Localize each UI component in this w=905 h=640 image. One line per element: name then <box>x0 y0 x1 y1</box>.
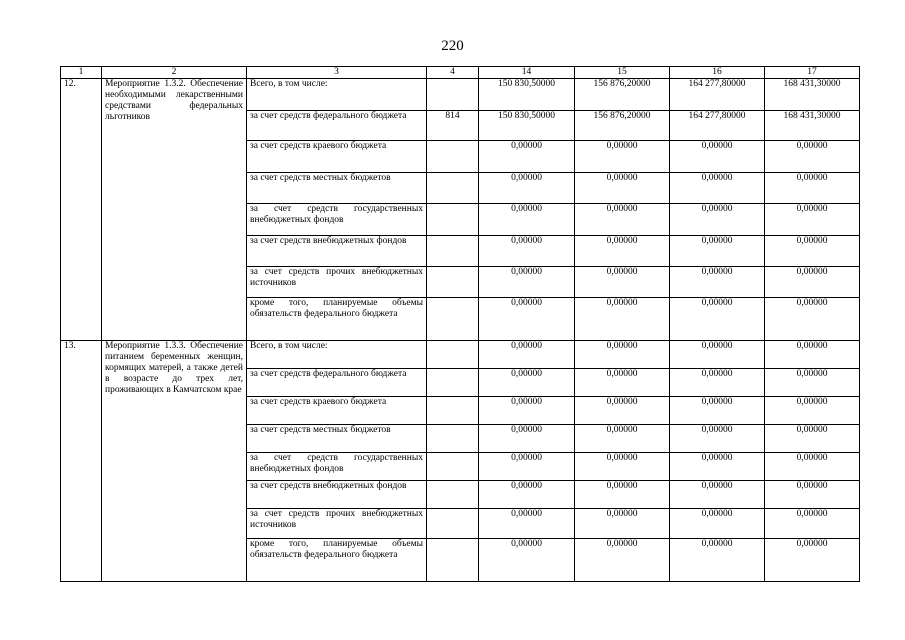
amount-cell: 0,00000 <box>670 141 765 173</box>
amount-cell: 0,00000 <box>479 267 575 298</box>
funding-source: Всего, в том числе: <box>247 79 427 111</box>
budget-code <box>427 509 479 539</box>
budget-code <box>427 236 479 267</box>
amount-cell: 0,00000 <box>670 341 765 369</box>
amount-cell: 0,00000 <box>479 397 575 425</box>
amount-cell: 0,00000 <box>575 141 670 173</box>
amount-cell: 0,00000 <box>575 204 670 236</box>
amount-cell: 0,00000 <box>479 539 575 582</box>
table-row <box>61 79 860 111</box>
funding-source: за счет средств местных бюджетов <box>247 425 427 453</box>
funding-source: за счет средств прочих внебюджетных источников <box>247 267 427 298</box>
funding-source: за счет средств государственных внебюджетных фондов <box>247 453 427 481</box>
amount-cell: 168 431,30000 <box>765 111 860 141</box>
column-header: 15 <box>575 67 670 79</box>
funding-source: за счет средств прочих внебюджетных источников <box>247 509 427 539</box>
amount-cell: 0,00000 <box>575 481 670 509</box>
budget-code <box>427 539 479 582</box>
amount-cell: 0,00000 <box>575 425 670 453</box>
amount-cell: 0,00000 <box>670 397 765 425</box>
column-header: 17 <box>765 67 860 79</box>
amount-cell: 0,00000 <box>479 425 575 453</box>
amount-cell: 0,00000 <box>670 204 765 236</box>
budget-code <box>427 298 479 341</box>
amount-cell: 0,00000 <box>479 481 575 509</box>
budget-code <box>427 453 479 481</box>
amount-cell: 0,00000 <box>575 173 670 204</box>
amount-cell: 0,00000 <box>479 298 575 341</box>
funding-source: за счет средств внебюджетных фондов <box>247 481 427 509</box>
measure-number: 12. <box>61 79 102 341</box>
amount-cell: 0,00000 <box>479 141 575 173</box>
measure-number: 13. <box>61 341 102 582</box>
amount-cell: 0,00000 <box>479 341 575 369</box>
amount-cell: 156 876,20000 <box>575 111 670 141</box>
amount-cell: 0,00000 <box>670 267 765 298</box>
column-header: 4 <box>427 67 479 79</box>
amount-cell: 0,00000 <box>765 236 860 267</box>
amount-cell: 0,00000 <box>670 369 765 397</box>
amount-cell: 0,00000 <box>575 236 670 267</box>
page-number: 220 <box>441 38 464 54</box>
funding-source: за счет средств краевого бюджета <box>247 141 427 173</box>
amount-cell: 0,00000 <box>575 453 670 481</box>
measure-name: Мероприятие 1.3.2. Обеспечение необходимыми лекарственными средствами федеральных льготников <box>102 79 247 341</box>
amount-cell: 150 830,50000 <box>479 111 575 141</box>
amount-cell: 0,00000 <box>479 236 575 267</box>
budget-code <box>427 204 479 236</box>
amount-cell: 0,00000 <box>765 267 860 298</box>
amount-cell: 0,00000 <box>575 298 670 341</box>
amount-cell: 0,00000 <box>479 173 575 204</box>
funding-source: за счет средств федерального бюджета <box>247 111 427 141</box>
amount-cell: 0,00000 <box>575 341 670 369</box>
amount-cell: 150 830,50000 <box>479 79 575 111</box>
amount-cell: 0,00000 <box>479 453 575 481</box>
funding-source: за счет средств государственных внебюджетных фондов <box>247 204 427 236</box>
column-header: 2 <box>102 67 247 79</box>
measure-name: Мероприятие 1.3.3. Обеспечение питанием беременных женщин, кормящих матерей, а также детей в возрасте до трех лет, проживающих в Камчатском крае <box>102 341 247 582</box>
amount-cell: 0,00000 <box>670 236 765 267</box>
table-body <box>61 79 860 582</box>
amount-cell: 0,00000 <box>575 267 670 298</box>
table-row <box>61 341 860 369</box>
amount-cell: 0,00000 <box>670 509 765 539</box>
amount-cell: 164 277,80000 <box>670 79 765 111</box>
budget-code <box>427 481 479 509</box>
amount-cell: 0,00000 <box>479 369 575 397</box>
amount-cell: 0,00000 <box>765 141 860 173</box>
amount-cell: 0,00000 <box>670 425 765 453</box>
amount-cell: 0,00000 <box>575 369 670 397</box>
amount-cell: 0,00000 <box>765 204 860 236</box>
funding-source: кроме того, планируемые объемы обязательств федерального бюджета <box>247 539 427 582</box>
budget-code <box>427 141 479 173</box>
amount-cell: 0,00000 <box>479 204 575 236</box>
budget-code <box>427 173 479 204</box>
budget-code <box>427 369 479 397</box>
column-header: 14 <box>479 67 575 79</box>
amount-cell: 0,00000 <box>765 397 860 425</box>
amount-cell: 0,00000 <box>765 481 860 509</box>
funding-source: за счет средств местных бюджетов <box>247 173 427 204</box>
budget-code <box>427 79 479 111</box>
budget-code <box>427 267 479 298</box>
amount-cell: 168 431,30000 <box>765 79 860 111</box>
amount-cell: 0,00000 <box>765 453 860 481</box>
amount-cell: 0,00000 <box>670 298 765 341</box>
budget-code: 814 <box>427 111 479 141</box>
column-number-row <box>61 67 860 79</box>
amount-cell: 156 876,20000 <box>575 79 670 111</box>
amount-cell: 0,00000 <box>670 453 765 481</box>
column-header: 16 <box>670 67 765 79</box>
column-header: 3 <box>247 67 427 79</box>
amount-cell: 0,00000 <box>765 173 860 204</box>
amount-cell: 0,00000 <box>765 341 860 369</box>
amount-cell: 0,00000 <box>575 509 670 539</box>
amount-cell: 164 277,80000 <box>670 111 765 141</box>
amount-cell: 0,00000 <box>670 173 765 204</box>
amount-cell: 0,00000 <box>479 509 575 539</box>
amount-cell: 0,00000 <box>670 481 765 509</box>
funding-source: за счет средств краевого бюджета <box>247 397 427 425</box>
amount-cell: 0,00000 <box>765 425 860 453</box>
amount-cell: 0,00000 <box>575 397 670 425</box>
funding-source: за счет средств внебюджетных фондов <box>247 236 427 267</box>
budget-table <box>60 66 860 582</box>
amount-cell: 0,00000 <box>765 369 860 397</box>
budget-code <box>427 341 479 369</box>
amount-cell: 0,00000 <box>765 509 860 539</box>
amount-cell: 0,00000 <box>765 539 860 582</box>
budget-code <box>427 397 479 425</box>
funding-source: за счет средств федерального бюджета <box>247 369 427 397</box>
amount-cell: 0,00000 <box>765 298 860 341</box>
funding-source: кроме того, планируемые объемы обязательств федерального бюджета <box>247 298 427 341</box>
column-header: 1 <box>61 67 102 79</box>
amount-cell: 0,00000 <box>575 539 670 582</box>
budget-code <box>427 425 479 453</box>
funding-source: Всего, в том числе: <box>247 341 427 369</box>
amount-cell: 0,00000 <box>670 539 765 582</box>
